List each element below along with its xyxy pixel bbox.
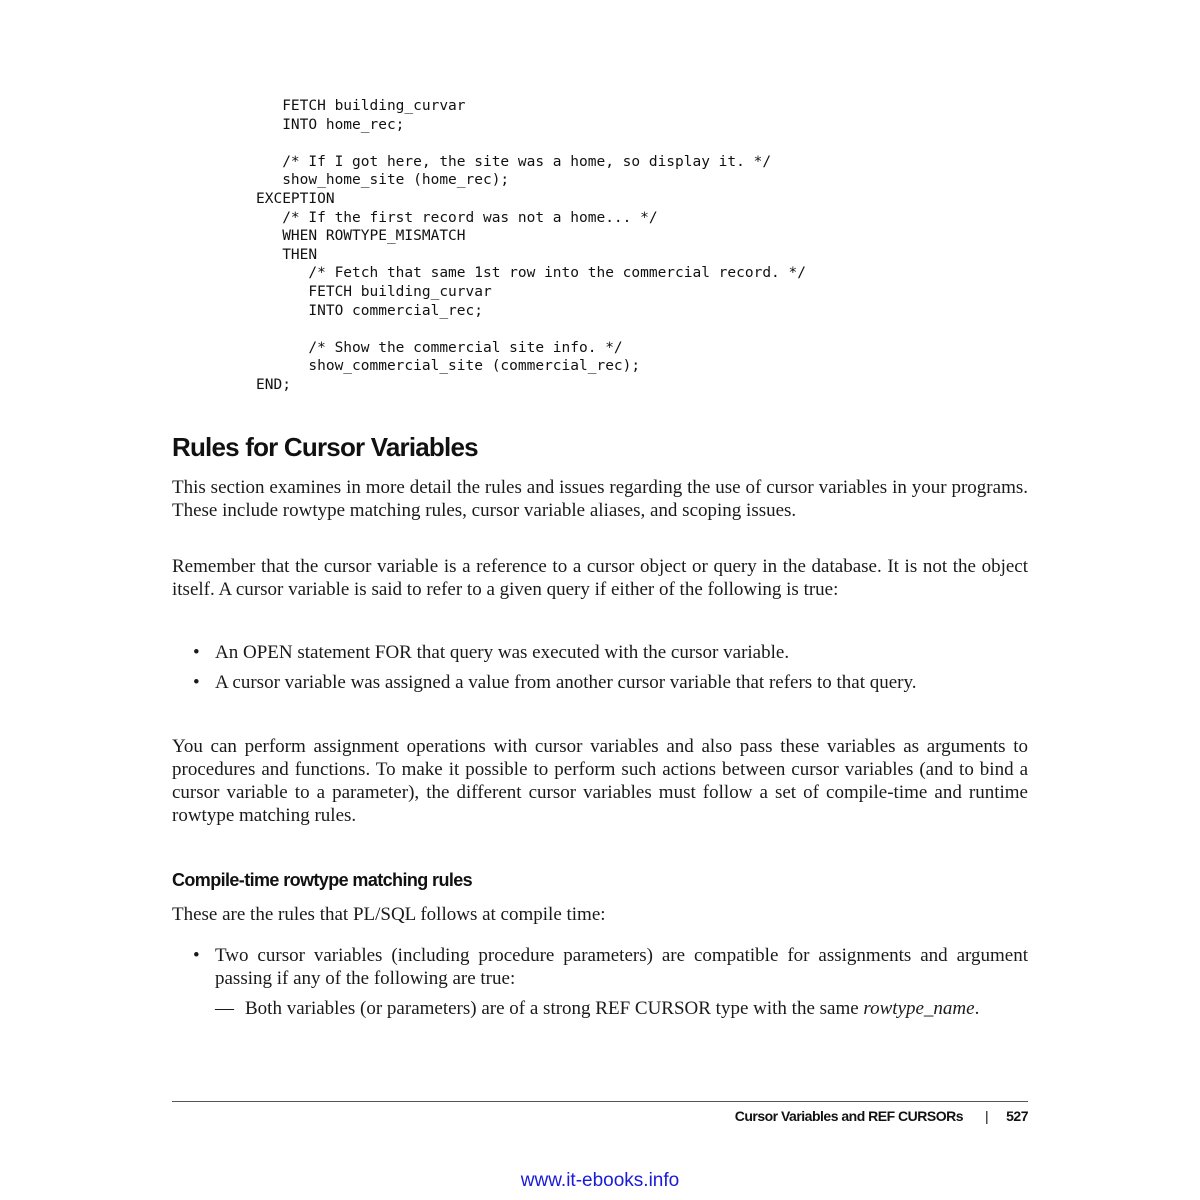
dash-item-end: . <box>974 998 980 1019</box>
section-title: Rules for Cursor Variables <box>172 432 478 462</box>
code-line: show_home_site (home_rec); <box>256 172 510 189</box>
code-line: WHEN ROWTYPE_MISMATCH <box>256 228 466 245</box>
footer-chapter-title: Cursor Variables and REF CURSORs <box>734 1108 963 1124</box>
code-line: INTO commercial_rec; <box>256 302 483 319</box>
list-item <box>172 641 1028 664</box>
code-line: END; <box>256 376 291 393</box>
code-line <box>256 320 806 339</box>
code-listing <box>256 97 806 395</box>
code-line: /* Fetch that same 1st row into the commercial record. */ <box>256 265 806 282</box>
dash-item-italic: rowtype_name <box>863 998 975 1019</box>
dash-item-body: Both variables (or parameters) are of a strong REF CURSOR type with the same <box>245 998 859 1019</box>
code-line: THEN <box>256 246 318 263</box>
code-line: /* If the first record was not a home... */ <box>256 209 658 226</box>
page-footer <box>735 1108 1028 1124</box>
compile-bullet-list <box>172 944 1028 997</box>
list-item <box>172 944 1028 990</box>
assignment-paragraph: You can perform assignment operations with cursor variables and also pass these variables as arguments to procedures and functions. To make it possible to perform such actions between cursor variables (and to bind a cursor variable to a parameter), the different cursor variables must follow a set of compile-time and runtime rowtype matching rules. <box>172 736 1028 826</box>
remember-paragraph: Remember that the cursor variable is a reference to a cursor object or query in the database. It is not the object itself. A cursor variable is said to refer to a given query if either of the following is true: <box>172 556 1028 600</box>
page-number: 527 <box>1006 1108 1028 1124</box>
code-line <box>256 134 806 153</box>
bullet-icon: • <box>193 642 200 663</box>
footer-rule <box>172 1101 1028 1102</box>
footer-separator: | <box>985 1108 989 1124</box>
watermark-link[interactable]: www.it-ebooks.info <box>520 1170 680 1191</box>
list-item-text: A cursor variable was assigned a value from another cursor variable that refers to that query. <box>215 672 917 693</box>
compile-intro-paragraph: These are the rules that PL/SQL follows at compile time: <box>172 904 606 925</box>
intro-paragraph: This section examines in more detail the rules and issues regarding the use of cursor variables in your programs. These include rowtype matching rules, cursor variable aliases, and scoping issues. <box>172 477 1028 521</box>
code-line: FETCH building_curvar <box>256 283 492 300</box>
bullet-icon: • <box>193 672 200 693</box>
subheading: Compile-time rowtype matching rules <box>172 870 473 890</box>
dash-item-text <box>215 997 1028 1020</box>
list-item <box>172 671 1028 694</box>
bullet-icon: • <box>193 945 200 966</box>
refer-bullet-list <box>172 641 1028 701</box>
list-item-text: Two cursor variables (including procedure parameters) are compatible for assignments and argument passing if any of the following are true: <box>215 945 1028 989</box>
code-line: INTO home_rec; <box>256 116 405 133</box>
dash-list-item <box>215 997 1028 1020</box>
code-line: /* Show the commercial site info. */ <box>256 339 623 356</box>
code-line: FETCH building_curvar <box>256 98 466 114</box>
code-line: /* If I got here, the site was a home, so display it. */ <box>256 153 772 170</box>
code-line: show_commercial_site (commercial_rec); <box>256 358 641 375</box>
list-item-text: An OPEN statement FOR that query was executed with the cursor variable. <box>215 642 790 663</box>
code-line: EXCEPTION <box>256 190 335 207</box>
em-dash-icon: — <box>215 998 234 1019</box>
